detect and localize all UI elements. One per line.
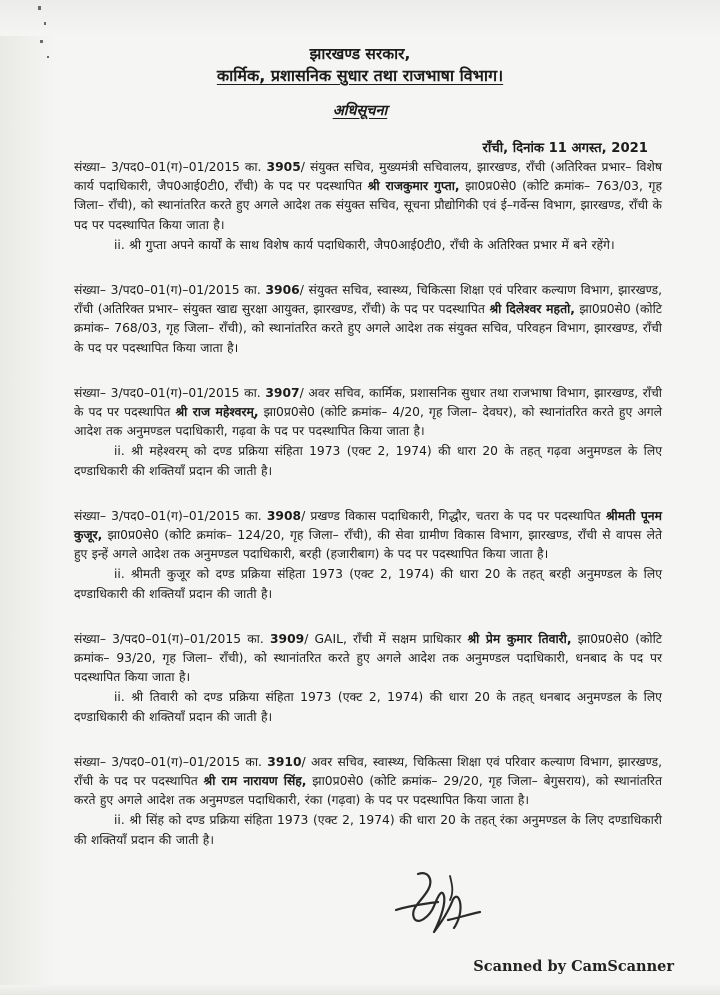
order-number: 3907 (265, 385, 300, 400)
government-heading: झारखण्ड सरकार, (309, 45, 411, 63)
date-value: 11 अगस्त, 2021 (548, 141, 648, 156)
order-block (74, 281, 662, 358)
order-subclause: ii. श्रीमती कुजूर को दण्ड प्रक्रिया संहिता 1973 (एक्ट 2, 1974) की धारा 20 के तहत् बरही अनुमण्डल के लिए दण्डाधिकारी की शक्तियाँ प्रदान की जाती है। (74, 567, 662, 601)
order-text-cont: झा0प्र0से0 (कोटि क्रमांक– 29/20, गृह जिला– बेगुसराय), को स्थानांतरित करते हुए अगले आदेश तक अनुमण्डल पदाधिकारी, रंका (गढ़वा) के पद पर पदस्थापित किया जाता है। (74, 774, 662, 808)
signature-image (388, 866, 498, 946)
order-paragraph (74, 281, 662, 358)
order-text: / GAIL, राँची में सक्षम प्राधिकार (304, 631, 462, 646)
order-text-cont: झा0प्र0से0 (कोटि क्रमांक– 4/20, गृह जिला– देवघर), को स्थानांतरित करते हुए अगले आदेश तक अनुमण्डल पदाधिकारी, गढ़वा के पद पर पदस्थापित किया जाता है। (74, 405, 662, 439)
officer-name: श्रीमती पूनम कुजूर, (74, 508, 662, 543)
order-text-cont: झा0प्र0से0 (कोटि क्रमांक– 124/20, गृह जिला– राँची), की सेवा ग्रामीण विकास विभाग, झारखण्ड, राँची से वापस लेते हुए इन्हें अगले आदेश तक अनुमण्डल पदाधिकारी, बरही (हजारीबाग) के पद पर पदस्थापित किया जाता है। (74, 528, 662, 562)
order-ref: संख्या– 3/पद0–01(ग)–01/2015 का. (74, 508, 262, 523)
order-subclause: ii. श्री सिंह को दण्ड प्रक्रिया संहिता 1973 (एक्ट 2, 1974) की धारा 20 के तहत् रंका अनुमण्डल के लिए दण्डाधिकारी की शक्तियाँ प्रदान की जाती है। (74, 813, 662, 847)
scan-bottom-edge (0, 985, 720, 995)
order-block (74, 507, 662, 604)
order-block (74, 158, 662, 255)
officer-name: श्री दिलेश्वर महतो, (489, 302, 575, 317)
order-block (74, 630, 662, 727)
order-text: / संयुक्त सचिव, स्वास्थ्य, चिकित्सा शिक्षा एवं परिवार कल्याण विभाग, झारखण्ड, राँची (अतिरिक्त प्रभार– संयुक्त खाद्य सुरक्षा आयुक्त, झारखण्ड, राँची) के पद पर पदस्थापित (74, 283, 662, 317)
order-subclause: ii. श्री गुप्ता अपने कार्यों के साथ विशेष कार्य पदाधिकारी, जैप0आई0टी0, राँची के अतिरिक्त प्रभार में बने रहेंगे। (114, 237, 615, 252)
notification-title: अधिसूचना (332, 103, 388, 119)
department-heading: कार्मिक, प्रशासनिक सुधार तथा राजभाषा विभाग। (216, 66, 504, 85)
order-number: 3905 (266, 160, 301, 174)
order-ref: संख्या– 3/पद0–01(ग)–01/2015 का. (74, 631, 264, 646)
order-text-cont: झा0प्र0से0 (कोटि क्रमांक– 763/03, गृह जिला– राँची), को स्थानांतरित करते हुए अगले आदेश तक संयुक्त सचिव, सूचना प्रौद्योगिकी एवं ई–गर्वेन्स विभाग, झारखण्ड, राँची के पद पर पदस्थापित किया जाता है। (74, 179, 662, 232)
order-number: 3906 (265, 283, 300, 298)
scan-top-shadow (0, 0, 720, 36)
order-number: 3908 (266, 508, 302, 523)
order-text: / संयुक्त सचिव, मुख्यमंत्री सचिवालय, झारखण्ड, राँची (अतिरिक्त प्रभार– विशेष कार्य पदाधिकारी, जैप0आई0टी0, राँची) के पद पर पदस्थापित (74, 160, 662, 194)
order-text: / अवर सचिव, स्वास्थ्य, चिकित्सा शिक्षा एवं परिवार कल्याण विभाग, झारखण्ड, राँची के पद पर पदस्थापित (74, 754, 662, 789)
order-block (74, 753, 662, 850)
order-number: 3910 (267, 754, 302, 769)
order-subclause: ii. श्री महेश्वरम् को दण्ड प्रक्रिया संहिता 1973 (एक्ट 2, 1974) की धारा 20 के तहत् गढ़वा अनुमण्डल के लिए दण्डाधिकारी की शक्तियाँ प्रदान की जाती है। (74, 444, 662, 478)
order-ref: संख्या– 3/पद0–01(ग)–01/2015 का. (74, 754, 262, 769)
order-text-cont: झा0प्र0से0 (कोटि क्रमांक– 93/20, गृह जिला– राँची), को स्थानांतरित करते हुए अगले आदेश तक अनुमण्डल पदाधिकारी, धनबाद के पद पर पदस्थापित किया जाता है। (74, 631, 662, 685)
order-subclause: ii. श्री तिवारी को दण्ड प्रक्रिया संहिता 1973 (एक्ट 2, 1974) की धारा 20 के तहत् धनबाद अनुमण्डल के लिए दण्डाधिकारी की शक्तियाँ प्रदान की जाती है। (74, 690, 662, 724)
order-paragraph (74, 384, 662, 442)
order-ref: संख्या– 3/पद0–01(ग)–01/2015 का. (74, 385, 261, 400)
officer-name: श्री राजकुमार गुप्ता, (367, 179, 460, 194)
order-text: / प्रखण्ड विकास पदाधिकारी, गिद्धौर, चतरा के पद पर पदस्थापित (301, 508, 601, 523)
date-prefix: राँची, दिनांक (482, 141, 544, 156)
scan-edge-shadow (0, 0, 52, 995)
order-ref: संख्या– 3/पद0–01(ग)–01/2015 का. (74, 283, 261, 298)
order-ref: संख्या– 3/पद0–01(ग)–01/2015 का. (74, 160, 262, 174)
orders-list (74, 158, 662, 850)
order-paragraph (74, 158, 662, 235)
scan-speck (44, 22, 46, 25)
order-paragraph (74, 630, 662, 688)
officer-name: श्री प्रेम कुमार तिवारी, (467, 631, 572, 646)
order-number: 3909 (269, 631, 305, 646)
order-paragraph (74, 753, 662, 811)
order-paragraph (74, 507, 662, 565)
order-block (74, 384, 662, 481)
camscanner-watermark: Scanned by CamScanner (473, 958, 674, 975)
dateline (483, 138, 648, 156)
order-text: / अवर सचिव, कार्मिक, प्रशासनिक सुधार तथा राजभाषा विभाग, झारखण्ड, राँची के पद पर पदस्थापित (74, 385, 662, 420)
officer-name: श्री राज महेश्वरम्, (175, 405, 259, 420)
officer-name: श्री राम नारायण सिंह, (203, 774, 307, 789)
scan-speck (47, 56, 49, 58)
scan-speck (38, 6, 41, 10)
scan-speck (40, 40, 43, 43)
order-text-cont: झा0प्र0से0 (कोटि क्रमांक– 768/03, गृह जिला– राँची), को स्थानांतरित करते हुए अगले आदेश तक संयुक्त सचिव, परिवहन विभाग, झारखण्ड, राँची के पद पर पदस्थापित किया जाता है। (74, 302, 662, 355)
